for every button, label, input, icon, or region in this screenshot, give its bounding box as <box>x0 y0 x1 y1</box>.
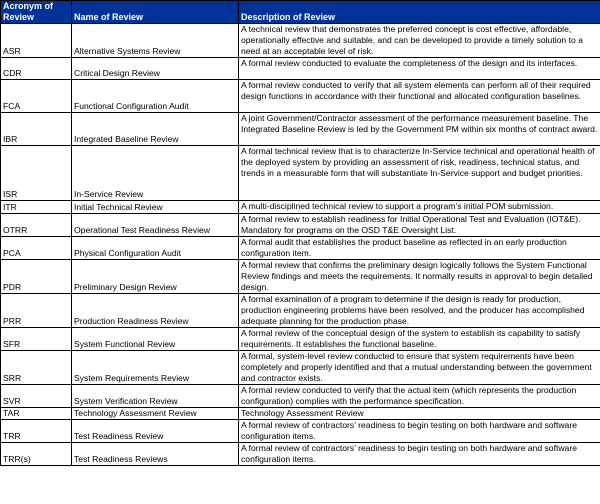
row-acronym: TAR <box>1 408 72 420</box>
table-row <box>1 201 600 214</box>
table-row <box>1 80 600 113</box>
row-name: Technology Assessment Review <box>72 408 239 420</box>
row-name: Preliminary Design Review <box>72 260 239 294</box>
row-acronym: PRR <box>1 294 72 328</box>
table-row <box>1 443 600 466</box>
header-name: Name of Review <box>72 1 239 24</box>
header-acronym: Acronym of Review <box>1 1 72 24</box>
row-name: Operational Test Readiness Review <box>72 214 239 237</box>
row-acronym: FCA <box>1 80 72 113</box>
row-description: A formal review to establish readiness for Initial Operational Test and Evaluation (IOT&E). Mandatory for programs on the OSD T&E Oversight List. <box>239 214 600 237</box>
table-row <box>1 408 600 420</box>
row-acronym: ITR <box>1 201 72 214</box>
table-row <box>1 385 600 408</box>
row-name: Production Readiness Review <box>72 294 239 328</box>
row-description: A formal review conducted to verify that the actual item (which represents the production configuration) complies with the performance specification. <box>239 385 600 408</box>
row-description: Technology Assessment Review <box>239 408 600 420</box>
table-row <box>1 420 600 443</box>
table-row <box>1 328 600 351</box>
table-row <box>1 351 600 385</box>
row-description: A multi-disciplined technical review to support a program’s initial POM submission. <box>239 201 600 214</box>
row-name: Physical Configuration Audit <box>72 237 239 260</box>
row-name: System Functional Review <box>72 328 239 351</box>
row-acronym: ASR <box>1 24 72 58</box>
table-row <box>1 58 600 80</box>
row-description: A formal review conducted to evaluate the completeness of the design and its interfaces. <box>239 58 600 80</box>
row-description: A formal audit that establishes the product baseline as reflected in an early production configuration item. <box>239 237 600 260</box>
row-description: A technical review that demonstrates the preferred concept is cost effective, affordable, operationally effective and suitable, and can be developed to provide a timely solution to a need at an acceptable level of risk. <box>239 24 600 58</box>
row-description: A formal review of contractors’ readiness to begin testing on both hardware and software configuration items. <box>239 443 600 466</box>
row-acronym: SVR <box>1 385 72 408</box>
row-name: Test Readiness Review <box>72 420 239 443</box>
row-description: A formal review that confirms the preliminary design logically follows the System Functional Review findings and meets the requirements. It normally results in approval to begin detailed design. <box>239 260 600 294</box>
table-row <box>1 237 600 260</box>
row-name: Initial Technical Review <box>72 201 239 214</box>
row-name: Critical Design Review <box>72 58 239 80</box>
table-row <box>1 146 600 201</box>
row-acronym: TRR <box>1 420 72 443</box>
row-acronym: SRR <box>1 351 72 385</box>
header-row <box>1 1 600 24</box>
row-acronym: IBR <box>1 113 72 146</box>
row-description: A formal examination of a program to determine if the design is ready for production, production engineering problems have been resolved, and the producer has accomplished adequate planning for the production phase. <box>239 294 600 328</box>
row-acronym: PCA <box>1 237 72 260</box>
row-description: A formal review of contractors’ readiness to begin testing on both hardware and software configuration items. <box>239 420 600 443</box>
row-acronym: CDR <box>1 58 72 80</box>
table-row <box>1 260 600 294</box>
row-acronym: ISR <box>1 146 72 201</box>
row-acronym: PDR <box>1 260 72 294</box>
row-description: A formal review of the conceptual design of the system to establish its capability to satisfy requirements. It establishes the functional baseline. <box>239 328 600 351</box>
row-name: Integrated Baseline Review <box>72 113 239 146</box>
row-name: In-Service Review <box>72 146 239 201</box>
table-row <box>1 294 600 328</box>
row-name: Test Readiness Reviews <box>72 443 239 466</box>
row-description: A formal, system-level review conducted to ensure that system requirements have been completely and properly identified and that a mutual understanding between the government and contractor exists. <box>239 351 600 385</box>
table-row <box>1 24 600 58</box>
row-acronym: OTRR <box>1 214 72 237</box>
row-name: Alternative Systems Review <box>72 24 239 58</box>
row-acronym: TRR(s) <box>1 443 72 466</box>
row-acronym: SFR <box>1 328 72 351</box>
table-row <box>1 214 600 237</box>
row-description: A joint Government/Contractor assessment of the performance measurement baseline. The Integrated Baseline Review is led by the Government PM within six months of contract award. <box>239 113 600 146</box>
header-description: Description of Review <box>239 1 600 24</box>
row-description: A formal technical review that is to characterize In-Service technical and operational health of the deployed system by providing an assessment of risk, readiness, technical status, and trends in a measurable form that will substantiate In-Service support and budget priorities. <box>239 146 600 201</box>
row-description: A formal review conducted to verify that all system elements can perform all of their required design functions in accordance with their functional and allocated configuration baselines. <box>239 80 600 113</box>
row-name: Functional Configuration Audit <box>72 80 239 113</box>
table-row <box>1 113 600 146</box>
row-name: System Requirements Review <box>72 351 239 385</box>
row-name: System Verification Review <box>72 385 239 408</box>
